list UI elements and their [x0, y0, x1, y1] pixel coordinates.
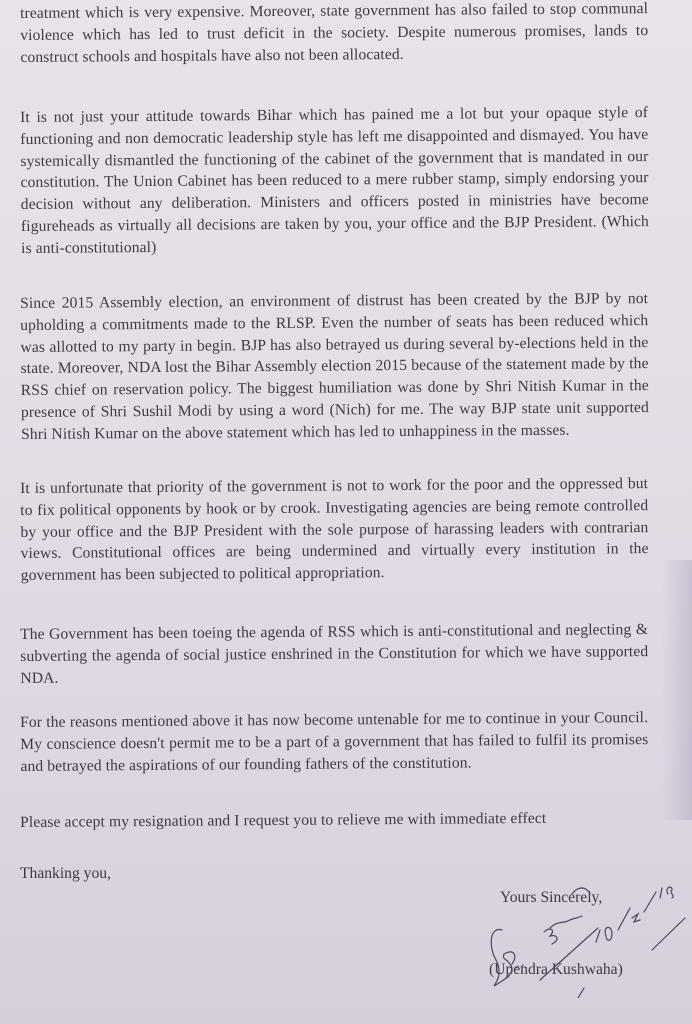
- signature-stroke-upper: [544, 916, 582, 944]
- sign-off: Yours Sincerely,: [500, 889, 603, 906]
- closing-thanks: Thanking you,: [20, 865, 111, 882]
- signature-tick: [578, 988, 584, 998]
- paragraph-government-priority: It is unfortunate that priority of the government is not to work for the poor and the oppressed but to fix political opponents by hook or by crook. Investigating agencies are being remote controlled by your office and the BJP President with the sole purpose of harassing leaders with contrarian views. Constitutional offices are being undermined and virtually every institution in the government has been subjected to political appropriation.: [20, 475, 649, 585]
- signature-stroke-arc: [572, 888, 590, 894]
- signer-name: (Upendra Kushwaha): [489, 961, 623, 978]
- paragraph-attitude-towards-bihar: It is not just your attitude towards Bihar which has pained me a lot but your opaque style of functioning and non democratic leadership style has left me disappointed and dismayed. You have systemically dismantled the functioning of the cabinet of the government that is mandated in our constitution. The Union Cabinet has been reduced to a mere rubber stamp, simply endorsing your decision without any deliberation. Ministers and officers posted in ministries have become figureheads as virtually all decisions are taken by you, your office and the BJP President. (Which is anti-constitutional): [20, 104, 649, 257]
- signature-date-strokes: [596, 887, 685, 950]
- paragraph-rss-agenda: The Government has been toeing the agenda of RSS which is anti-constitutional and neglecting & subverting the agenda of social justice enshrined in the Constitution for which we have supported NDA.: [20, 621, 649, 687]
- paragraph-resignation-request: Please accept my resignation and I request you to relieve me with immediate effect: [20, 809, 547, 831]
- paragraph-treatment-expensive: treatment which is very expensive. Moreover, state government has also failed to stop communal violence which has led to trust deficit in the society. Despite numerous promises, lands to construct schools and hospitals have also not been allocated.: [20, 0, 649, 66]
- paragraph-reasons-untenable: For the reasons mentioned above it has now become untenable for me to continue in your Council. My conscience doesn't permit me to be a part of a government that has failed to fulfil its promises and betrayed the aspirations of our founding fathers of the constitution.: [20, 709, 649, 775]
- paragraph-since-2015-election: Since 2015 Assembly election, an environment of distrust has been created by the BJP by not upholding a commitments made to the RLSP. Even the number of seats has been reduced which was allotted to my party in begin. BJP has also betrayed us during several by-elections held in the state. Moreover, NDA lost the Bihar Assembly election 2015 because of the statement made by the RSS chief on reservation policy. The biggest humiliation was done by Shri Nitish Kumar in the presence of Shri Sushil Modi by using a word (Nich) for me. The way BJP state unit supported Shri Nitish Kumar on the above statement which has led to unhappiness in the masses.: [20, 290, 649, 443]
- page-shadow: [662, 560, 692, 820]
